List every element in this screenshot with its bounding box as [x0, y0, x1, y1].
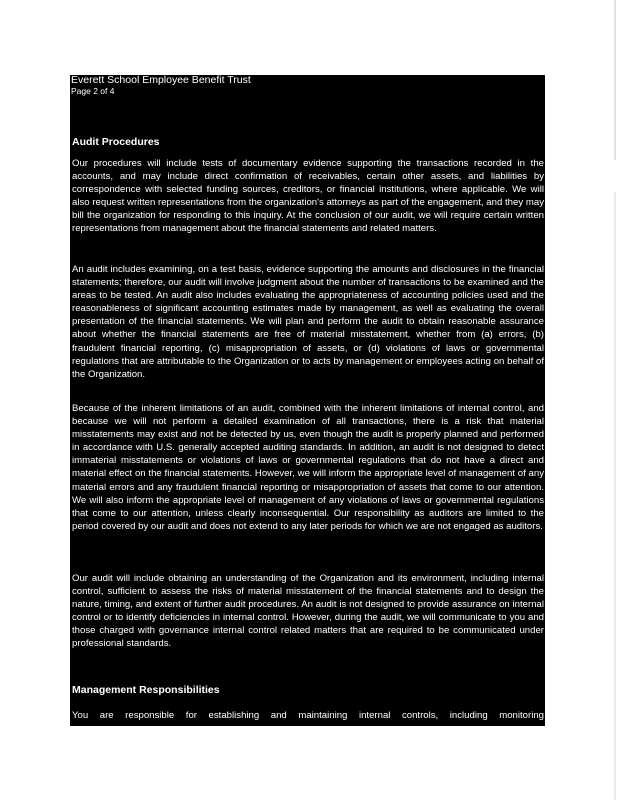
- paragraph-audit-procedures-3: Because of the inherent limitations of an audit, combined with the inherent limitations of internal control, and because we will not perform a detailed examination of all transactions, there is a risk that material misstatements may exist and not be detected by us, even though the audit is properly planned and performed in accordance with U.S. generally accepted auditing standards. In addition, an audit is not designed to detect immaterial misstatements or violations of laws or governmental regulations that do not have a direct and material effect on the financial statements. However, we will inform the appropriate level of management of any material errors and any fraudulent financial reporting or misappropriation of assets that come to our attention. We will also inform the appropriate level of management of any violations of laws or governmental regulations that come to our attention, unless clearly inconsequential. Our responsibility as auditors are limited to the period covered by our audit and does not extend to any later periods for which we are not engaged as auditors.: [72, 403, 544, 532]
- paragraph-audit-procedures-2: An audit includes examining, on a test basis, evidence supporting the amounts and disclosures in the financial statements; therefore, our audit will involve judgment about the number of transactions to be examined and the areas to be tested. An audit also includes evaluating the appropriateness of accounting policies used and the reasonableness of significant accounting estimates made by management, as well as evaluating the overall presentation of the financial statements. We will plan and perform the audit to obtain reasonable assurance about whether the financial statements are free of material misstatement, whether from (a) errors, (b) fraudulent financial reporting, (c) misappropriation of assets, or (d) violations of laws or governmental regulations that are attributable to the Organization or to acts by management or employees acting on behalf of the Organization.: [72, 264, 544, 380]
- paragraph-audit-procedures-4: Our audit will include obtaining an understanding of the Organization and its environment, including internal control, sufficient to assess the risks of material misstatement of the financial statements and to design the nature, timing, and extent of further audit procedures. An audit is not designed to provide assurance on internal control or to identify deficiencies in internal control. However, during the audit, we will communicate to you and those charged with governance internal control related matters that are required to be communicated under professional standards.: [72, 573, 544, 650]
- section-heading-audit-procedures: Audit Procedures: [72, 136, 160, 148]
- paragraph-management-responsibilities-1: You are responsible for establishing and maintaining internal controls, including monitoring: [72, 710, 544, 721]
- page-content: [70, 75, 545, 726]
- paragraph-audit-procedures-1: Our procedures will include tests of documentary evidence supporting the transactions recorded in the accounts, and may include direct confirmation of receivables, certain other assets, and liabilities by correspondence with selected funding sources, creditors, or financial institutions, where applicable. We will also request written representations from the organization's attorneys as part of the engagement, and they may bill the organization for responding to this inquiry. At the conclusion of our audit, we will require certain written representations from management about the financial statements and related matters.: [72, 158, 544, 235]
- scan-edge-mark: [614, 0, 616, 800]
- section-heading-management-responsibilities: Management Responsibilities: [72, 684, 220, 696]
- document-header-title: Everett School Employee Benefit Trust: [71, 75, 251, 86]
- page-number: Page 2 of 4: [71, 86, 115, 96]
